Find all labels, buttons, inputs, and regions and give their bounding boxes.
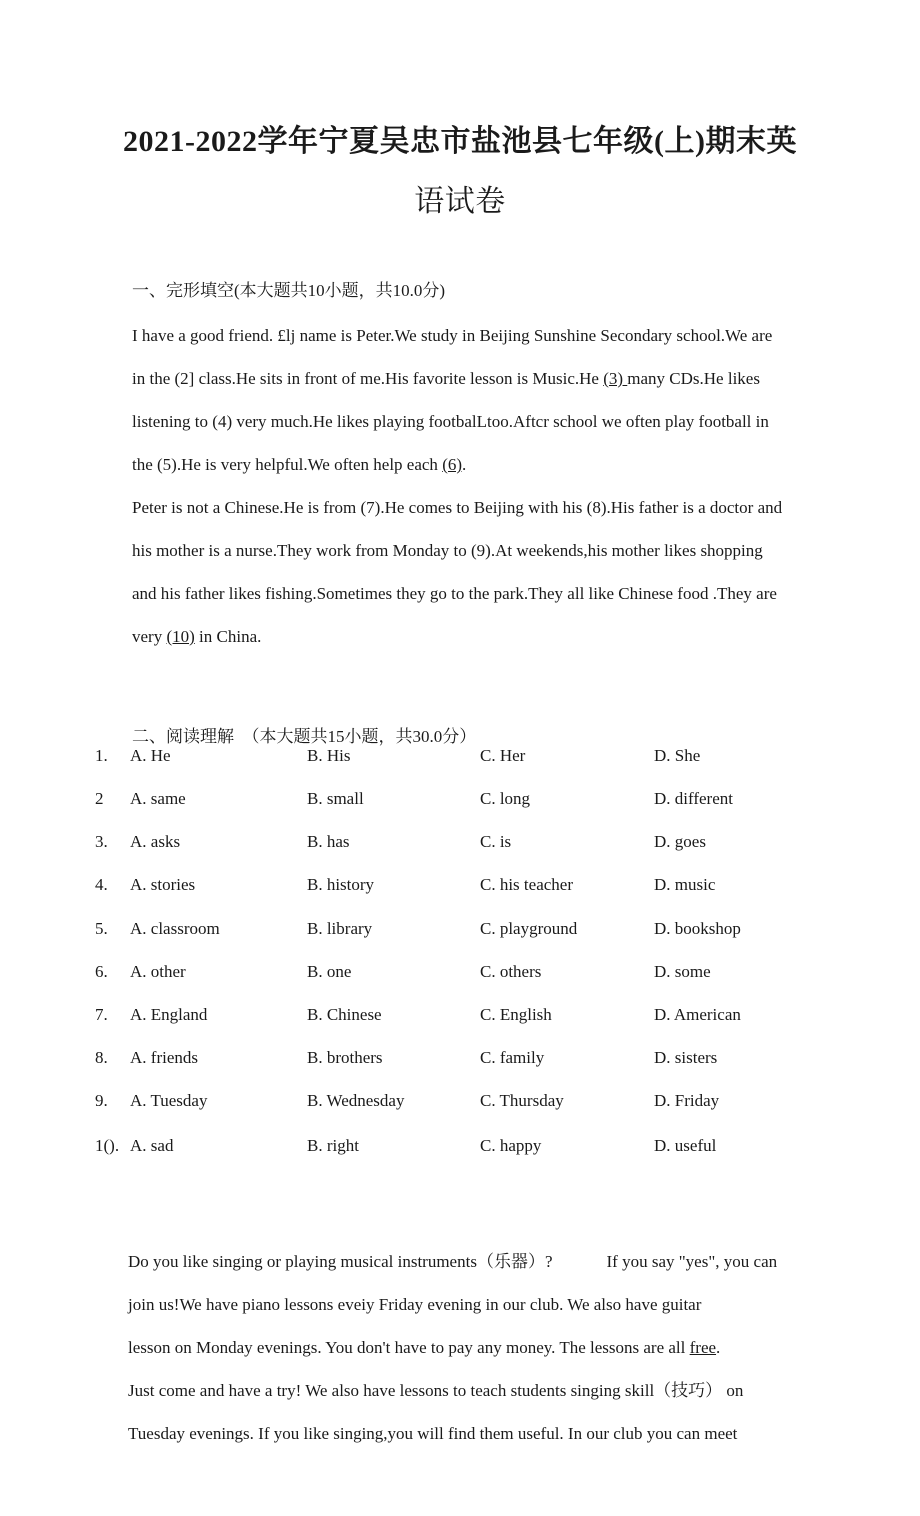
option-b[interactable]: B. Wednesday xyxy=(307,1091,405,1110)
section-1-heading: 一、完形填空(本大题共10小题，共10.0分) xyxy=(132,281,446,300)
question-number: 7. xyxy=(95,1005,108,1024)
passage-text: the (5).He is very helpful.We often help each xyxy=(132,455,443,474)
passage-text: Just come and have a try! We also have lessons to teach students singing skill（技巧） on xyxy=(128,1381,744,1400)
option-d[interactable]: D. bookshop xyxy=(654,919,741,938)
option-d[interactable]: D. different xyxy=(654,789,733,808)
passage-text: Tuesday evenings. If you like singing,you will find them useful. In our club you can meet xyxy=(128,1424,738,1443)
option-c[interactable]: C. Her xyxy=(480,746,526,765)
option-c[interactable]: C. playground xyxy=(480,919,578,938)
question-number: 4. xyxy=(95,875,108,894)
passage-text: I have a good friend. £lj name is Peter.We study in Beijing Sunshine Secondary school.We are xyxy=(132,326,773,345)
option-row xyxy=(0,832,920,862)
option-row xyxy=(0,1048,920,1078)
option-b[interactable]: B. His xyxy=(307,746,351,765)
paper-title-line-1: 2021-2022学年宁夏吴忠市盐池县七年级(上)期末英 xyxy=(123,125,797,158)
option-a[interactable]: A. same xyxy=(130,789,186,808)
option-a[interactable]: A. friends xyxy=(130,1048,198,1067)
option-b[interactable]: B. has xyxy=(307,832,350,851)
question-number: 8. xyxy=(95,1048,108,1067)
option-d[interactable]: D. music xyxy=(654,875,716,894)
passage-line xyxy=(132,529,832,572)
passage-text: join us!We have piano lessons eveiy Friday evening in our club. We also have guitar xyxy=(128,1295,702,1314)
option-row xyxy=(0,1136,920,1166)
cloze-passage xyxy=(132,314,832,658)
option-row xyxy=(0,1091,920,1121)
option-d[interactable]: D. American xyxy=(654,1005,741,1024)
option-c[interactable]: C. happy xyxy=(480,1136,542,1155)
passage-text: Peter is not a Chinese.He is from (7).He comes to Beijing with his (8).His father is a doctor and xyxy=(132,498,783,517)
option-b[interactable]: B. library xyxy=(307,919,373,938)
option-a[interactable]: A. asks xyxy=(130,832,181,851)
option-b[interactable]: B. one xyxy=(307,962,352,981)
passage-line xyxy=(132,400,832,443)
passage-text: . xyxy=(716,1338,721,1357)
option-a[interactable]: A. He xyxy=(130,746,171,765)
passage-line xyxy=(132,314,832,357)
blank-marker: (3) xyxy=(603,369,628,388)
option-d[interactable]: D. Friday xyxy=(654,1091,720,1110)
option-row xyxy=(0,746,920,776)
option-a[interactable]: A. Tuesday xyxy=(130,1091,208,1110)
passage-text: in the (2] class.He sits in front of me.His favorite lesson is Music.He xyxy=(132,369,599,388)
passage-text: in China. xyxy=(194,627,262,646)
option-a[interactable]: A. stories xyxy=(130,875,196,894)
passage-line xyxy=(132,572,832,615)
option-d[interactable]: D. some xyxy=(654,962,711,981)
option-c[interactable]: C. family xyxy=(480,1048,545,1067)
passage-text: very xyxy=(132,627,167,646)
passage-line xyxy=(132,486,832,529)
question-number: 3. xyxy=(95,832,108,851)
question-number: 1. xyxy=(95,746,108,765)
option-c[interactable]: C. his teacher xyxy=(480,875,573,894)
option-b[interactable]: B. Chinese xyxy=(307,1005,382,1024)
option-d[interactable]: D. sisters xyxy=(654,1048,718,1067)
passage-line xyxy=(128,1283,828,1326)
passage-text: and his father likes fishing.Sometimes they go to the park.They all like Chinese food .They are xyxy=(132,584,777,603)
question-number: 2 xyxy=(95,789,104,808)
passage-line xyxy=(128,1326,828,1369)
section-2-heading: 二、阅读理解 （本大题共15小题，共30.0分） xyxy=(132,727,477,746)
option-row xyxy=(0,1005,920,1035)
passage-text: Do you like singing or playing musical instruments（乐器）? xyxy=(128,1252,553,1271)
paper-title-line-2: 语试卷 xyxy=(414,185,506,218)
option-row xyxy=(0,875,920,905)
option-row xyxy=(0,789,920,819)
passage-line xyxy=(132,443,832,486)
option-b[interactable]: B. history xyxy=(307,875,375,894)
option-b[interactable]: B. right xyxy=(307,1136,359,1155)
option-row xyxy=(0,962,920,992)
passage-text: If you say "yes", you can xyxy=(606,1252,778,1271)
blank-marker: (6) xyxy=(442,455,463,474)
question-number: 6. xyxy=(95,962,108,981)
question-number: 1(). xyxy=(95,1136,120,1155)
blank-marker: (10) xyxy=(166,627,195,646)
option-c[interactable]: C. Thursday xyxy=(480,1091,564,1110)
passage-text: . xyxy=(462,455,467,474)
passage-line xyxy=(132,615,832,658)
question-number: 5. xyxy=(95,919,108,938)
option-a[interactable]: A. sad xyxy=(130,1136,174,1155)
passage-text: lesson on Monday evenings. You don't have to pay any money. The lessons are all xyxy=(128,1338,690,1357)
passage-line xyxy=(128,1240,828,1283)
question-number: 9. xyxy=(95,1091,108,1110)
underlined-word: free xyxy=(689,1338,717,1357)
option-d[interactable]: D. useful xyxy=(654,1136,717,1155)
option-c[interactable]: C. long xyxy=(480,789,531,808)
passage-text: his mother is a nurse.They work from Monday to (9).At weekends,his mother likes shopping xyxy=(132,541,763,560)
option-d[interactable]: D. goes xyxy=(654,832,706,851)
passage-text: many CDs.He likes xyxy=(627,369,760,388)
option-a[interactable]: A. classroom xyxy=(130,919,220,938)
passage-text: listening to (4) very much.He likes playing footbalLtoo.Aftcr school we often play football in xyxy=(132,412,769,431)
passage-line xyxy=(128,1369,828,1412)
option-b[interactable]: B. small xyxy=(307,789,364,808)
option-b[interactable]: B. brothers xyxy=(307,1048,383,1067)
option-a[interactable]: A. England xyxy=(130,1005,208,1024)
reading-passage xyxy=(128,1240,828,1455)
option-c[interactable]: C. is xyxy=(480,832,512,851)
passage-line xyxy=(132,357,832,400)
option-row xyxy=(0,919,920,949)
option-c[interactable]: C. others xyxy=(480,962,542,981)
option-c[interactable]: C. English xyxy=(480,1005,552,1024)
option-a[interactable]: A. other xyxy=(130,962,186,981)
passage-line xyxy=(128,1412,828,1455)
option-d[interactable]: D. She xyxy=(654,746,701,765)
